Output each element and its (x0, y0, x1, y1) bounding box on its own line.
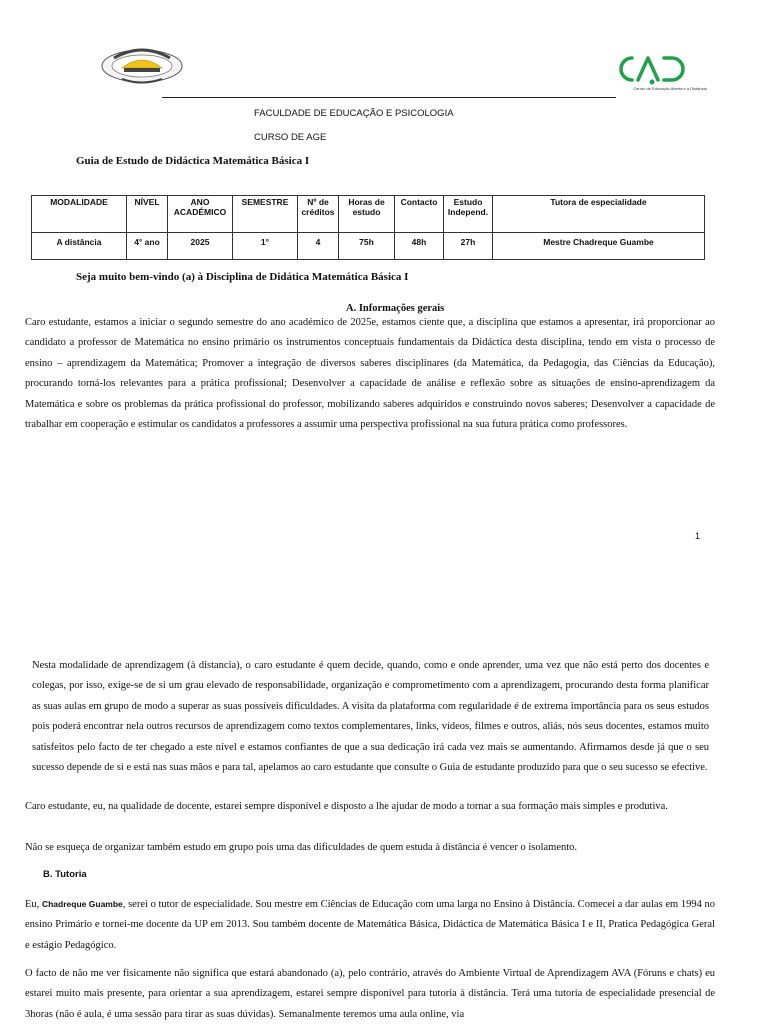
table-cell: Mestre Chadreque Guambe (493, 233, 705, 260)
table-header-cell: NÍVEL (127, 196, 168, 233)
header-divider (162, 97, 616, 98)
section-a-heading: A. Informações gerais (346, 303, 445, 314)
paragraph-tutor-intro-rest: , serei o tutor de especialidade. Sou mestre em Ciências de Educação com uma larga no Ensino à Distância. Comecei a dar aulas em 1994 no ensino Primário e tornei-me docente da UP em 2013. Sou também docente de Matemática Básica, Didáctica de Matemática Básica I e II, Pratica Pedagógica Geral e estágio Pedagógico. (25, 899, 715, 951)
tutor-name: Chadreque Guambe (41, 899, 123, 909)
table-cell: 1° (233, 233, 298, 260)
paragraph-group-study: Não se esqueça de organizar também estudo em grupo pois uma das dificuldades de quem estuda à distância é vencer o isolamento. (25, 842, 578, 853)
university-seal-logo (100, 44, 184, 84)
table-cell: 4 (298, 233, 339, 260)
table-cell: A distância (32, 233, 127, 260)
table-header-cell: SEMESTRE (233, 196, 298, 233)
course-info-table (31, 195, 705, 260)
table-header-cell: Estudo Independ. (444, 196, 493, 233)
faculty-name: FACULDADE DE EDUCAÇÃO E PSICOLOGIA (254, 108, 454, 119)
table-header-row (32, 196, 705, 233)
paragraph-tutor-intro (25, 894, 715, 956)
table-cell: 75h (339, 233, 395, 260)
paragraph-intro: Caro estudante, estamos a iniciar o segundo semestre do ano académico de 2025e, estamos ciente que, a disciplina que estamos a apresentar, irá proporcionar ao candidato a professor de Matemática no ensino primário os instrumentos conceptuais fundamentais da Didáctica desta disciplina, tendo em vista o processo de ensino – aprendizagem da Matemática; Promover a integração de diversos saberes disciplinares (da Matemática, da Pedagogia, das Ciências da Educação), procurando torná-los relevantes para a prática profissional; Desenvolver a capacidade de análise e reflexão sobre as situações de ensino-aprendizagem da Matemática e sobre os problemas da prática profissional do professor, mobilizando saberes adquiridos e construindo novos saberes; Desenvolver a capacidade de trabalhar em cooperação e estimular os candidatos a professores a assumir uma perspectiva profissional na sua futura prática como professores. (25, 317, 715, 431)
cead-logo-subtitle: Centro de Educação Aberta e à Distância (633, 86, 707, 91)
course-name: CURSO DE AGE (254, 132, 327, 143)
table-header-cell: MODALIDADE (32, 196, 127, 233)
table-cell: 48h (395, 233, 444, 260)
table-header-cell: ANO ACADÉMICO (168, 196, 233, 233)
welcome-heading: Seja muito bem-vindo (a) à Disciplina de Didática Matemática Básica I (76, 271, 409, 283)
paragraph-availability: Caro estudante, eu, na qualidade de docente, estarei sempre disponível e disposto a lhe ajudar de modo a tornar a sua formação mais simples e produtiva. (25, 801, 668, 812)
table-row (32, 233, 705, 260)
page-number: 1 (695, 531, 701, 541)
paragraph-tutor-intro-start: Eu, (25, 899, 42, 910)
table-header-cell: Contacto (395, 196, 444, 233)
table-header-cell: Tutora de especialidade (493, 196, 705, 233)
guide-title: Guia de Estudo de Didáctica Matemática Básica I (76, 155, 310, 167)
table-header-cell: Horas de estudo (339, 196, 395, 233)
table-cell: 4° ano (127, 233, 168, 260)
table-cell: 27h (444, 233, 493, 260)
paragraph-modality: Nesta modalidade de aprendizagem (à distancia), o caro estudante é quem decide, quando, como e onde aprender, uma vez que não está perto dos docentes e colegas, por isso, exige-se de si um grau elevado de responsabilidade, organização e comprometimento com a aprendizagem, procurando desta forma planificar as suas aulas em grupo de modo a superar as suas possíveis dificuldades. A visita da plataforma com regularidade é de extrema importância para os seus estudos pois poderá encontrar nela outros recursos de aprendizagem como textos complementares, links, vídeos, filmes e outros, aliás, nós seus docentes, estamos muito satisfeitos pelo facto de ter chegado a este nível e estamos confiantes de que a sua dedicação irá cada vez mais se aumentando. Afirmamos desde já que o seu sucesso depende de si e está nas suas mãos e para tal, apelamos ao caro estudante que consulte o Guia de estudante produzido para que o seu sucesso se efective. (32, 660, 709, 774)
section-b-heading: B. Tutoria (43, 869, 87, 880)
table-header-cell: Nº de créditos (298, 196, 339, 233)
table-cell: 2025 (168, 233, 233, 260)
paragraph-tutoring-details: O facto de não me ver fisicamente não significa que estará abandonado (a), pelo contrário, através do Ambiente Virtual de Aprendizagem AVA (Fóruns e chats) eu estarei muito mais presente, para orientar a sua aprendizagem, estarei sempre disponível para tutoria à distância. Terá uma tutoria de especialidade presencial de 3horas (não é aula, é uma sessão para tirar as suas dúvidas). Semanalmente teremos uma aula online, via (25, 968, 715, 1020)
cead-logo (616, 52, 726, 102)
